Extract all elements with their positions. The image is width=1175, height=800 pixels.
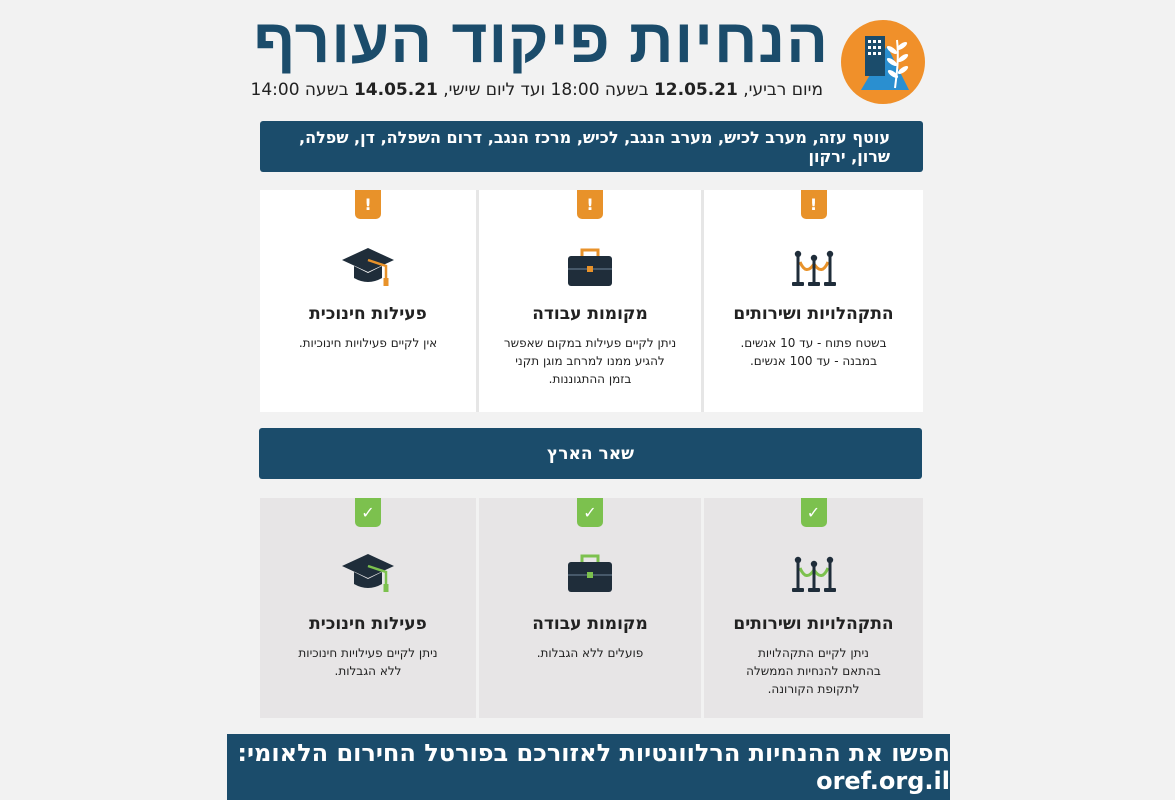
gatherings-card — [701, 190, 923, 412]
check-badge: ✓ — [577, 498, 603, 527]
warning-badge: ! — [801, 190, 827, 219]
start-date: 12.05.21 — [653, 80, 738, 100]
card-title: מקומות עבודה — [532, 304, 648, 324]
home-front-command-logo-icon — [841, 20, 925, 104]
check-badge: ✓ — [801, 498, 827, 527]
graduation-cap-icon — [340, 550, 396, 596]
check-badge: ✓ — [355, 498, 381, 527]
validity-period — [251, 80, 823, 100]
card-text: פועלים ללא הגבלות. — [536, 646, 644, 660]
restricted-regions-cards — [260, 190, 923, 412]
card-text: ניתן לקיים פעילויות חינוכיות ללא הגבלות. — [298, 646, 438, 678]
validity-text-middle: בשעה 18:00 ועד ליום שישי, — [437, 80, 654, 100]
card-title: פעילות חינוכית — [309, 304, 427, 324]
workplaces-card — [476, 190, 701, 412]
rest-of-country-cards — [260, 498, 923, 718]
header — [250, 7, 925, 116]
stanchion-rope-icon — [786, 550, 842, 596]
page-title: הנחיות פיקוד העורף — [253, 7, 829, 76]
briefcase-icon — [562, 550, 618, 596]
education-card — [260, 498, 476, 718]
card-title: פעילות חינוכית — [309, 614, 427, 634]
validity-text-end: בשעה 14:00 — [250, 80, 354, 100]
footer-portal-bar: חפשו את ההנחיות הרלוונטיות לאזורכם בפורטל החירום הלאומי: oref.org.il — [227, 734, 950, 800]
warning-badge: ! — [355, 190, 381, 219]
briefcase-icon — [562, 244, 618, 290]
card-title: מקומות עבודה — [532, 614, 648, 634]
card-text: בשטח פתוח - עד 10 אנשים. במבנה - עד 100 אנשים. — [740, 336, 887, 368]
card-text: ניתן לקיים פעילות במקום שאפשר להגיע ממנו למרחב מוגן תקני בזמן ההתגוננות. — [503, 336, 677, 386]
rest-of-country-bar: שאר הארץ — [259, 428, 922, 479]
card-text: ניתן לקיים התקהלויות בהתאם להנחיות הממשלה לתקופת הקורונה. — [746, 646, 881, 696]
card-text: אין לקיים פעילויות חינוכיות. — [298, 336, 438, 350]
validity-text-start: מיום רביעי, — [737, 80, 823, 100]
gatherings-card — [701, 498, 923, 718]
card-title: התקהלויות ושירותים — [733, 304, 894, 324]
card-title: התקהלויות ושירותים — [733, 614, 894, 634]
stanchion-rope-icon — [786, 244, 842, 290]
end-date: 14.05.21 — [353, 80, 438, 100]
warning-badge: ! — [577, 190, 603, 219]
workplaces-card — [476, 498, 701, 718]
graduation-cap-icon — [340, 244, 396, 290]
education-card — [260, 190, 476, 412]
regions-bar: עוטף עזה, מערב לכיש, מערב הנגב, לכיש, מרכז הנגב, דרום השפלה, דן, שפלה, שרון, ירקון — [260, 121, 923, 172]
